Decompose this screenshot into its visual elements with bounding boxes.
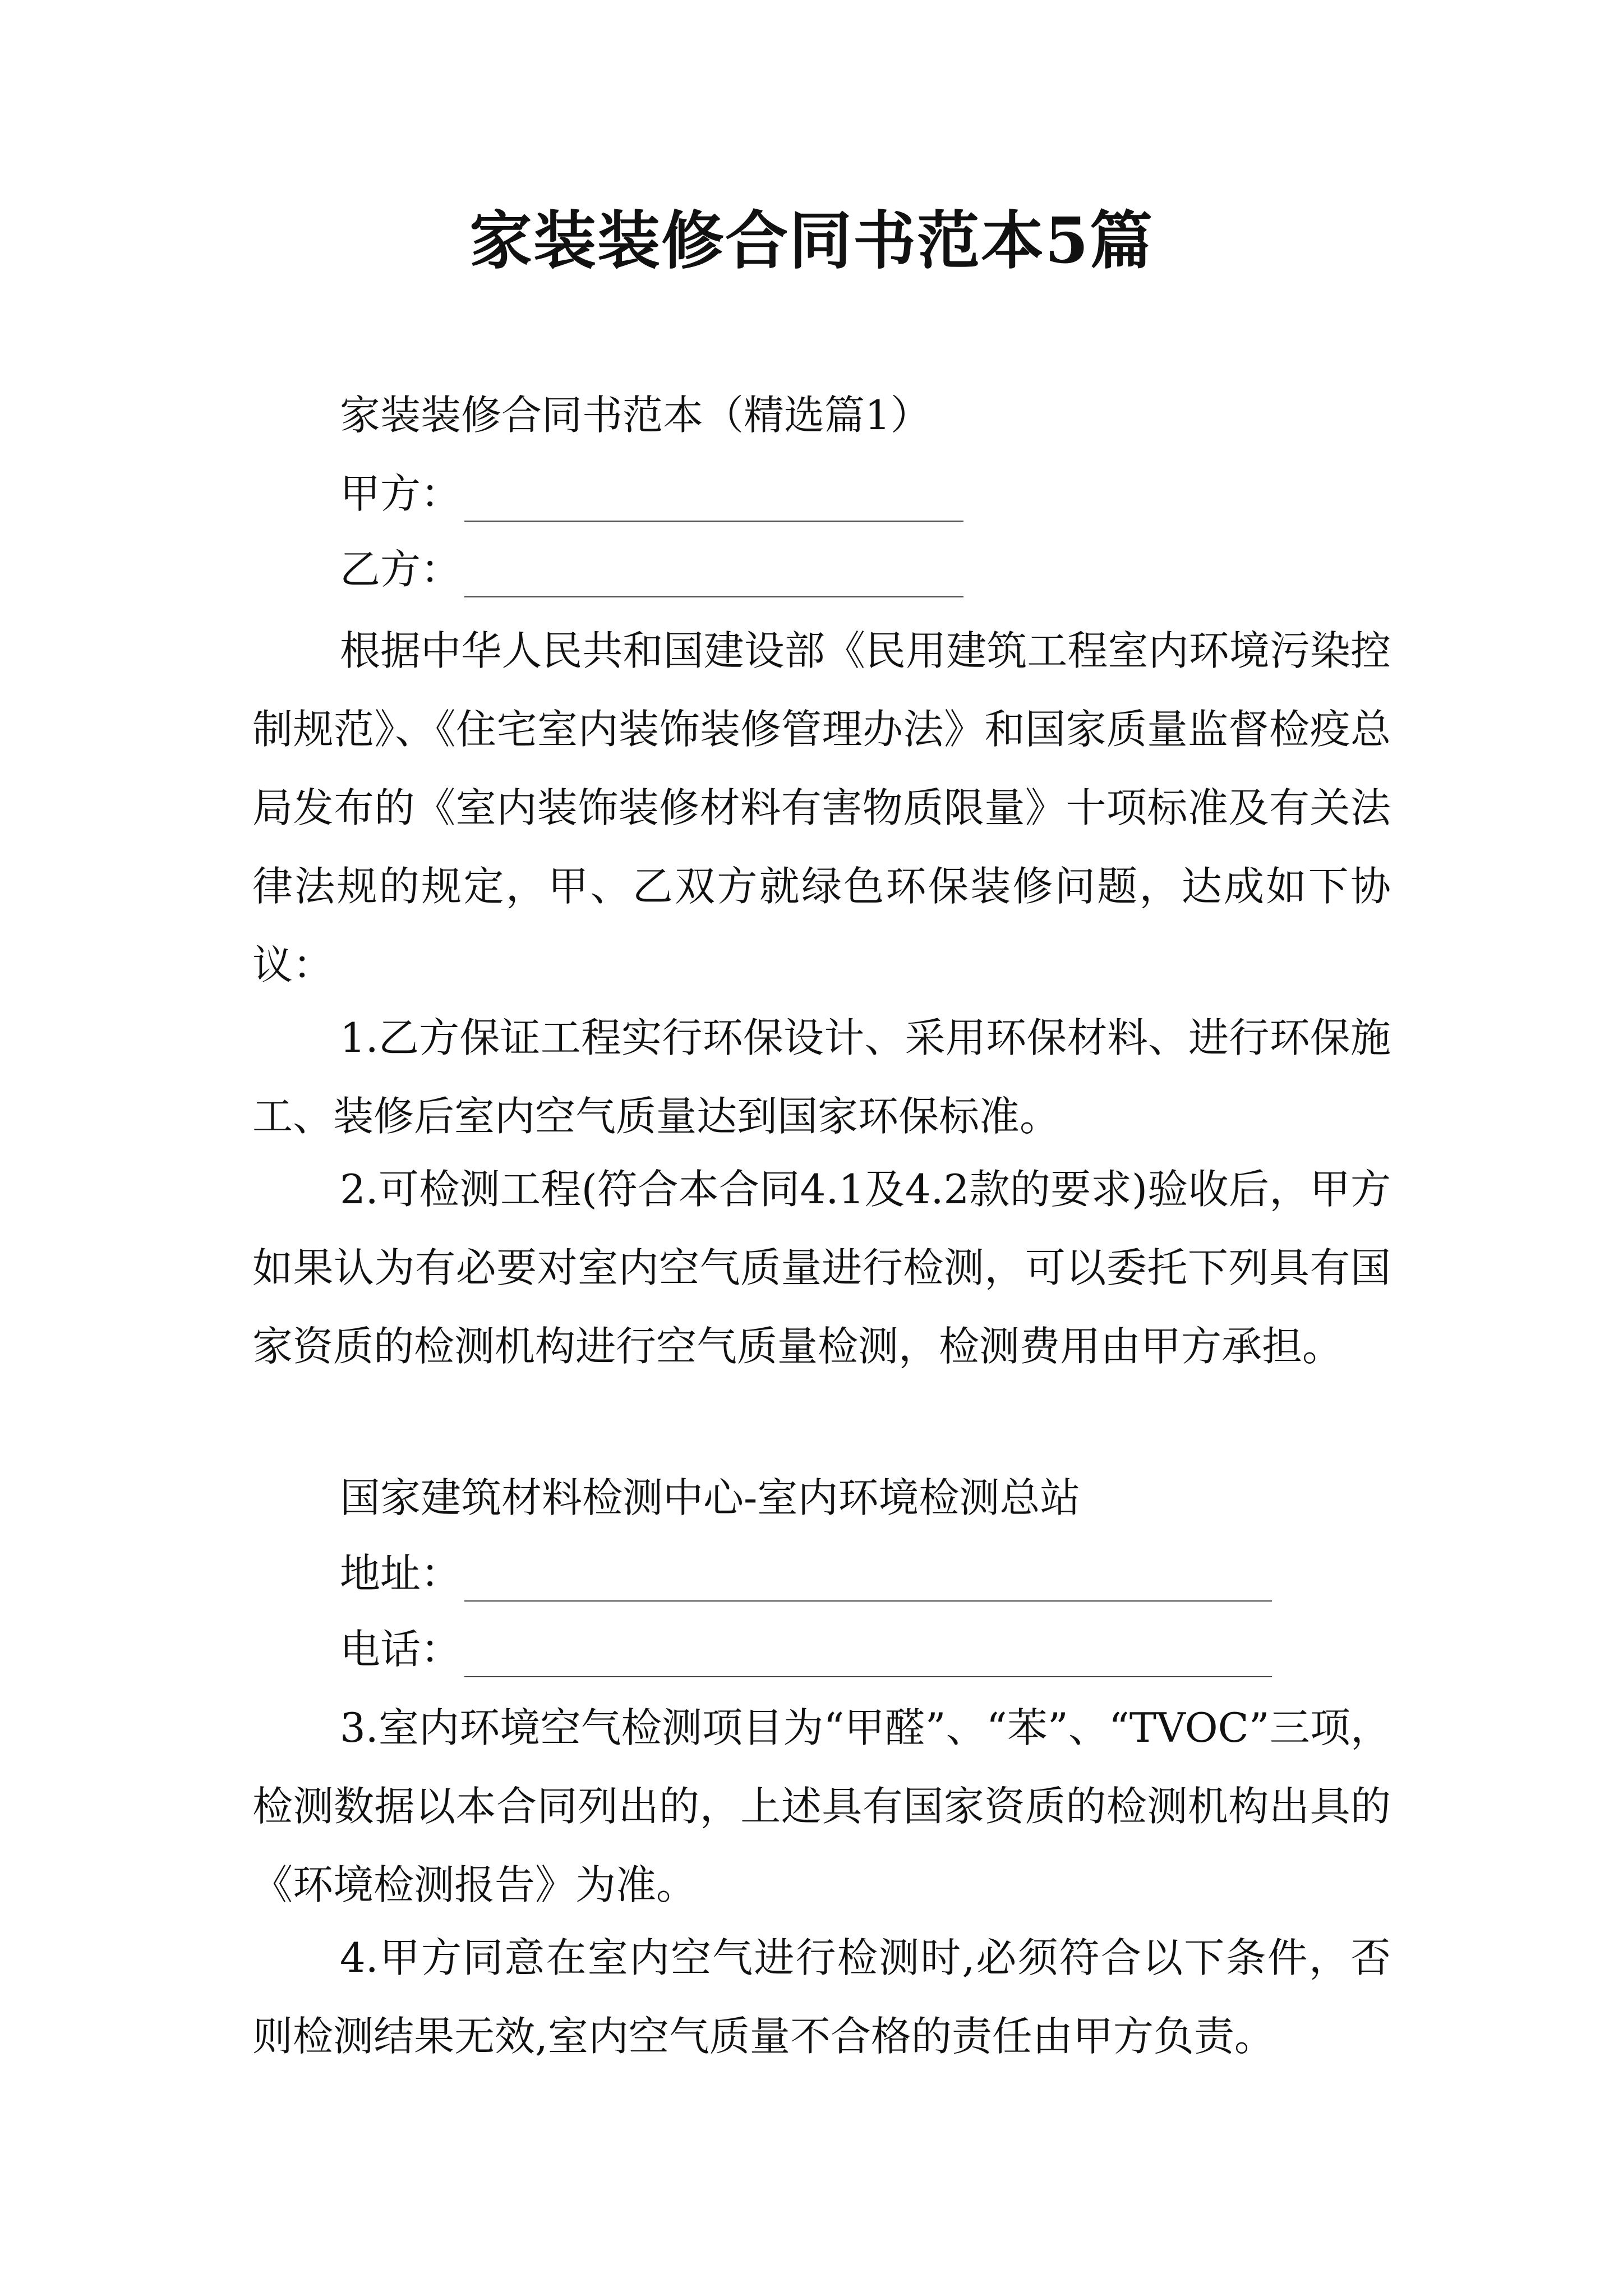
clause-1: 1.乙方保证工程实行环保设计、采用环保材料、进行环保施工、装修后室内空气质量达到国家环保标准。: [252, 1014, 1391, 1140]
address-row: [340, 1545, 1272, 1602]
party-b-blank: [464, 557, 963, 597]
phone-label: 电话：: [340, 1626, 462, 1673]
party-a-blank: [464, 481, 963, 522]
clause-3: 3.室内环境空气检测项目为“甲醛”、“苯”、“TVOC”三项，检测数据以本合同列出的，上述具有国家资质的检测机构出具的《环境检测报告》为准。: [252, 1704, 1391, 1908]
section-subtitle: 家装装修合同书范本（精选篇1）: [340, 392, 931, 439]
clause-4: 4.甲方同意在室内空气进行检测时,必须符合以下条件，否则检测结果无效,室内空气质量不合格的责任由甲方负责。: [252, 1934, 1391, 2060]
document-title: 家装装修合同书范本5篇: [469, 204, 1154, 278]
clause-2: 2.可检测工程(符合本合同4.1及4.2款的要求)验收后，甲方如果认为有必要对室内空气质量进行检测，可以委托下列具有国家资质的检测机构进行空气质量检测，检测费用由甲方承担。: [252, 1166, 1391, 1370]
phone-row: [340, 1621, 1272, 1677]
intro-paragraph: 根据中华人民共和国建设部《民用建筑工程室内环境污染控制规范》、《住宅室内装饰装修管理办法》和国家质量监督检疫总局发布的《室内装饰装修材料有害物质限量》十项标准及有关法律法规的规定，甲、乙双方就绿色环保装修问题，达成如下协议：: [252, 627, 1391, 988]
party-a-row: [340, 466, 963, 522]
address-label: 地址：: [340, 1550, 462, 1597]
party-a-label: 甲方：: [340, 470, 462, 517]
party-b-row: [340, 541, 963, 597]
phone-blank: [464, 1637, 1272, 1677]
institution-name: 国家建筑材料检测中心-室内环境检测总站: [340, 1474, 1081, 1521]
address-blank: [464, 1561, 1272, 1602]
party-b-label: 乙方：: [340, 546, 462, 593]
